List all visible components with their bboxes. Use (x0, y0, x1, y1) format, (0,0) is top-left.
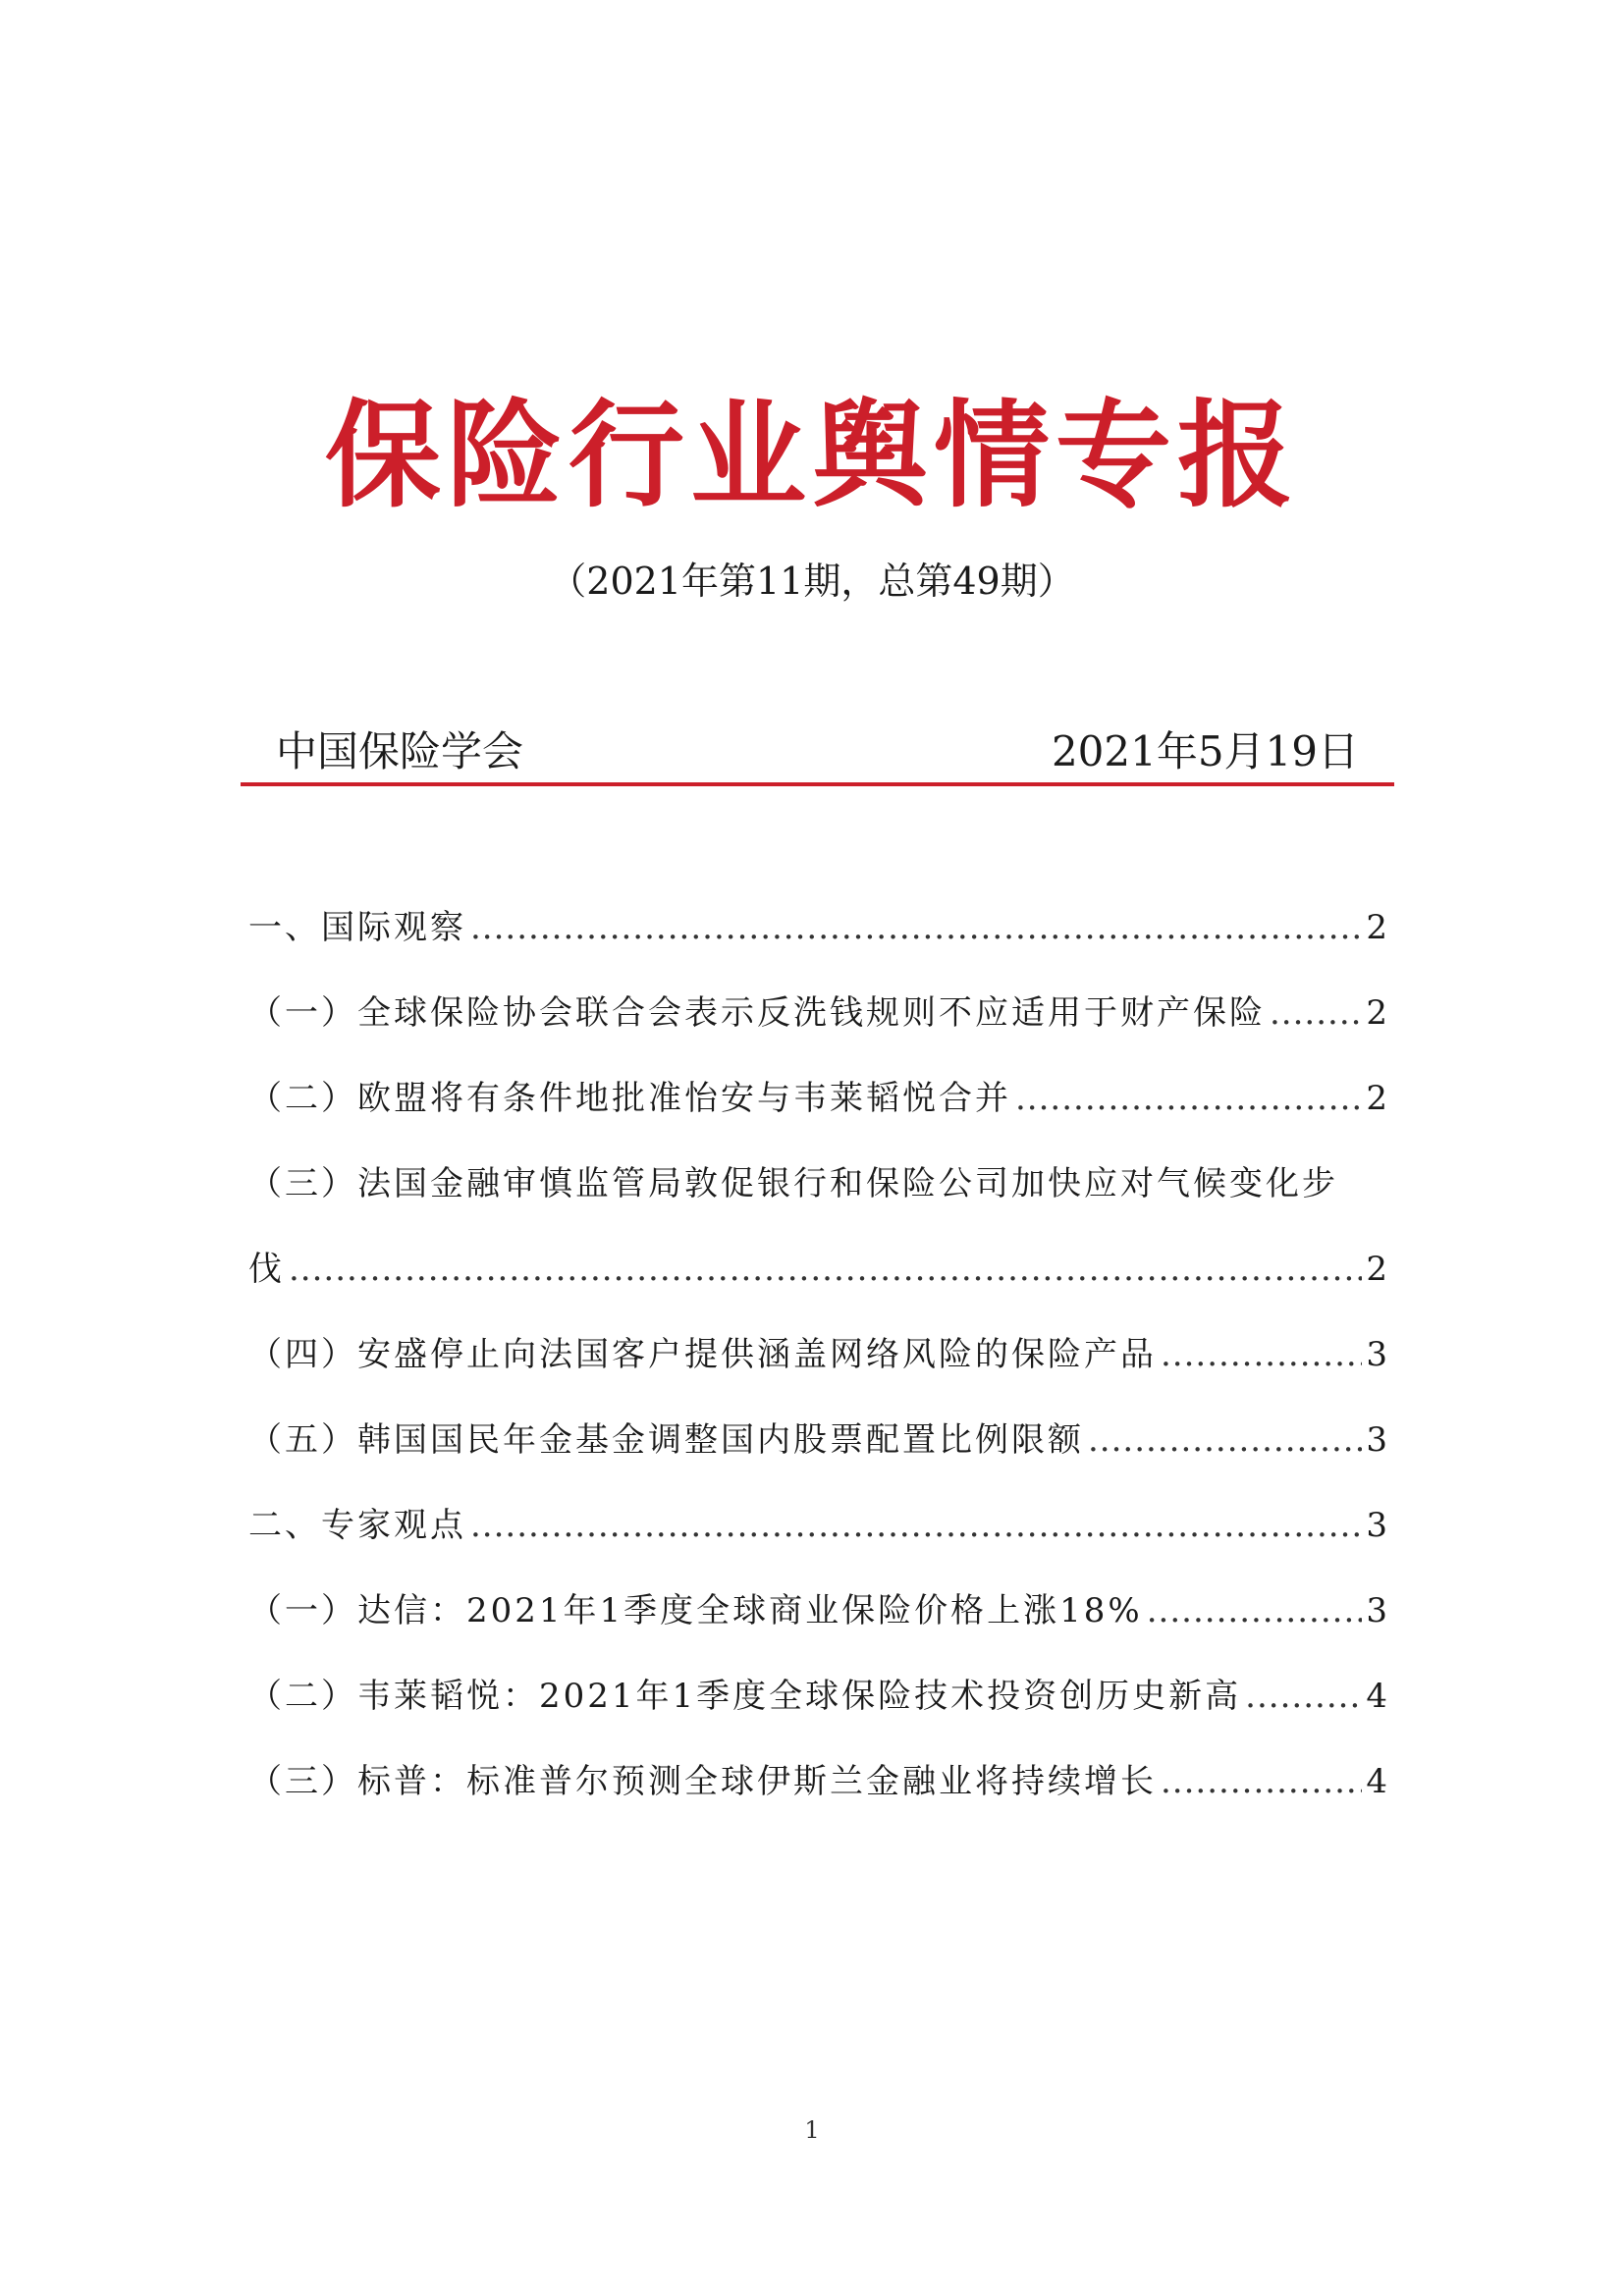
toc-entry-page: 3 (1366, 1335, 1387, 1374)
toc-entry-label: （二）欧盟将有条件地批准怡安与韦莱韬悦合并 (248, 1079, 1011, 1118)
page-number: 1 (804, 2116, 820, 2144)
toc-leader-dots (1015, 1069, 1362, 1128)
toc-entry-page: 2 (1366, 1079, 1387, 1118)
toc-entry[interactable] (248, 1069, 1387, 1154)
toc-entry-page: 2 (1366, 1250, 1387, 1289)
publish-date: 2021年5月19日 (1051, 727, 1359, 775)
toc-leader-dots (1161, 1325, 1362, 1384)
toc-entry-label: （三）法国金融审慎监管局敦促银行和保险公司加快应对气候变化步 (248, 1164, 1338, 1203)
issue-number: （2021年第11期，总第49期） (549, 560, 1075, 603)
toc-entry-label: （四）安盛停止向法国客户提供涵盖网络风险的保险产品 (248, 1335, 1157, 1374)
report-title: 保险行业舆情专报 (324, 388, 1299, 523)
toc-leader-dots (470, 1496, 1362, 1555)
masthead-divider (241, 782, 1394, 786)
toc-entry-page: 2 (1366, 908, 1387, 947)
toc-leader-dots (1161, 1752, 1362, 1811)
toc-leader-dots (1270, 984, 1362, 1042)
toc-leader-dots (1088, 1411, 1362, 1469)
toc-entry-page: 3 (1366, 1506, 1387, 1545)
toc-entry-page: 3 (1366, 1420, 1387, 1460)
toc-entry-label: 二、专家观点 (248, 1506, 466, 1545)
masthead (241, 722, 1394, 781)
toc-leader-dots (1147, 1581, 1363, 1640)
toc-leader-dots (289, 1240, 1362, 1299)
toc-leader-dots (470, 898, 1362, 957)
toc-entry[interactable] (248, 1154, 1387, 1240)
organization-name: 中国保险学会 (276, 727, 524, 775)
toc-entry-label: 一、国际观察 (248, 908, 466, 947)
toc-entry[interactable] (248, 1667, 1387, 1752)
toc-entry-continuation[interactable] (248, 1240, 1387, 1325)
toc-entry[interactable] (248, 898, 1387, 984)
table-of-contents (248, 898, 1387, 1838)
toc-entry[interactable] (248, 1496, 1387, 1581)
toc-entry-label: （三）标普：标准普尔预测全球伊斯兰金融业将持续增长 (248, 1762, 1157, 1801)
toc-entry-page: 2 (1366, 993, 1387, 1033)
toc-entry-page: 4 (1366, 1677, 1387, 1716)
toc-entry-label: （一）全球保险协会联合会表示反洗钱规则不应适用于财产保险 (248, 993, 1266, 1033)
toc-leader-dots (1245, 1667, 1362, 1726)
toc-entry[interactable] (248, 1411, 1387, 1496)
toc-entry-page: 4 (1366, 1762, 1387, 1801)
toc-entry[interactable] (248, 1325, 1387, 1411)
toc-entry[interactable] (248, 984, 1387, 1069)
toc-entry[interactable] (248, 1581, 1387, 1667)
toc-entry-page: 3 (1366, 1591, 1387, 1630)
toc-entry-label: （五）韩国国民年金基金调整国内股票配置比例限额 (248, 1420, 1084, 1460)
toc-entry-label: （二）韦莱韬悦：2021年1季度全球保险技术投资创历史新高 (248, 1677, 1242, 1716)
toc-entry[interactable] (248, 1752, 1387, 1838)
toc-entry-label: 伐 (248, 1250, 285, 1289)
toc-entry-label: （一）达信：2021年1季度全球商业保险价格上涨18% (248, 1591, 1143, 1630)
